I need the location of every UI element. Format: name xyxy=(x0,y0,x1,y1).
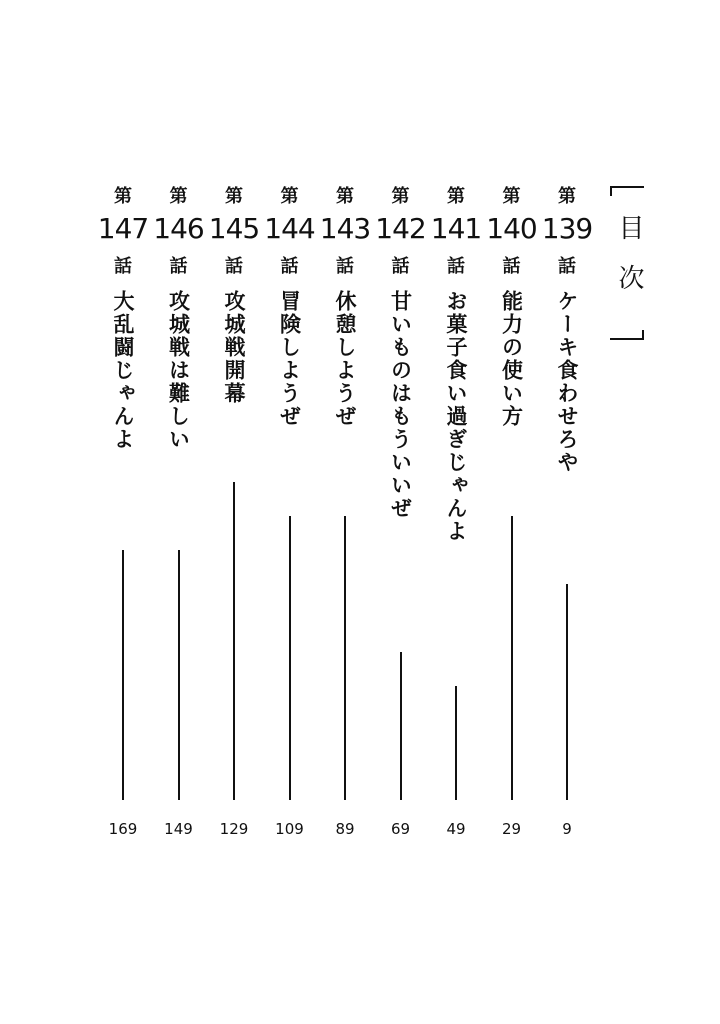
toc-entry[interactable] xyxy=(315,182,375,842)
toc-entry[interactable] xyxy=(204,182,264,842)
chapter-title: 冒険しようぜ xyxy=(277,290,302,428)
chapter-title: 休憩しようぜ xyxy=(333,290,357,428)
chapter-title: ケーキ食わせろや xyxy=(555,290,579,474)
chapter-title: 攻城戦は難しい xyxy=(166,290,191,451)
chapter-prefix: 第 xyxy=(169,186,188,207)
chapter-title: 甘いものはもういいぜ xyxy=(388,290,413,520)
chapter-number: 147 xyxy=(97,212,149,245)
toc-entry[interactable] xyxy=(371,182,431,842)
chapter-prefix: 第 xyxy=(447,186,465,207)
chapter-prefix: 第 xyxy=(225,186,243,207)
page-number: 109 xyxy=(275,820,304,838)
leader-line xyxy=(455,686,457,800)
chapter-suffix: 話 xyxy=(558,256,576,277)
chapter-title: お菓子食い過ぎじゃんよ xyxy=(444,290,468,543)
heading-bracket-top xyxy=(610,186,644,196)
chapter-prefix: 第 xyxy=(558,186,576,207)
chapter-title: 能力の使い方 xyxy=(499,290,524,428)
toc-entry[interactable] xyxy=(260,182,320,842)
chapter-suffix: 話 xyxy=(169,256,188,277)
chapter-number: 139 xyxy=(541,212,593,245)
page-number: 149 xyxy=(164,820,193,838)
chapter-prefix: 第 xyxy=(336,186,354,207)
leader-line xyxy=(178,550,180,800)
heading-bracket-bottom xyxy=(610,330,644,340)
leader-line xyxy=(511,516,513,800)
page-number: 169 xyxy=(108,820,138,838)
chapter-prefix: 第 xyxy=(391,186,410,207)
toc-entry[interactable] xyxy=(482,182,542,842)
toc-entry[interactable] xyxy=(426,182,486,842)
chapter-prefix: 第 xyxy=(114,186,132,207)
chapter-suffix: 話 xyxy=(114,256,132,277)
leader-line xyxy=(344,516,346,800)
chapter-number: 140 xyxy=(486,212,537,245)
chapter-suffix: 話 xyxy=(336,256,354,277)
leader-line xyxy=(233,482,235,800)
page-number: 9 xyxy=(562,820,572,838)
toc-entry[interactable] xyxy=(149,182,209,842)
chapter-number: 146 xyxy=(153,212,204,245)
leader-line xyxy=(122,550,124,800)
chapter-prefix: 第 xyxy=(502,186,521,207)
chapter-title: 大乱闘じゃんよ xyxy=(111,290,135,451)
chapter-suffix: 話 xyxy=(447,256,465,277)
chapter-number: 143 xyxy=(319,212,371,245)
toc-heading-text: 目次 xyxy=(614,214,644,314)
leader-line xyxy=(400,652,402,800)
leader-line xyxy=(289,516,291,800)
page-number: 129 xyxy=(219,820,249,838)
chapter-title: 攻城戦開幕 xyxy=(222,290,246,405)
leader-line xyxy=(566,584,568,800)
chapter-number: 144 xyxy=(264,212,315,245)
page-number: 49 xyxy=(446,820,466,838)
page-number: 29 xyxy=(501,820,522,838)
toc-heading xyxy=(606,186,656,340)
chapter-suffix: 話 xyxy=(391,256,410,277)
page-number: 69 xyxy=(390,820,411,838)
chapter-number: 141 xyxy=(430,212,482,245)
toc-entry[interactable] xyxy=(93,182,153,842)
chapter-suffix: 話 xyxy=(280,256,299,277)
chapter-number: 145 xyxy=(208,212,260,245)
chapter-suffix: 話 xyxy=(225,256,243,277)
chapter-suffix: 話 xyxy=(502,256,521,277)
chapter-prefix: 第 xyxy=(280,186,299,207)
toc-entry[interactable] xyxy=(537,182,597,842)
chapter-number: 142 xyxy=(375,212,426,245)
page-number: 89 xyxy=(335,820,355,838)
